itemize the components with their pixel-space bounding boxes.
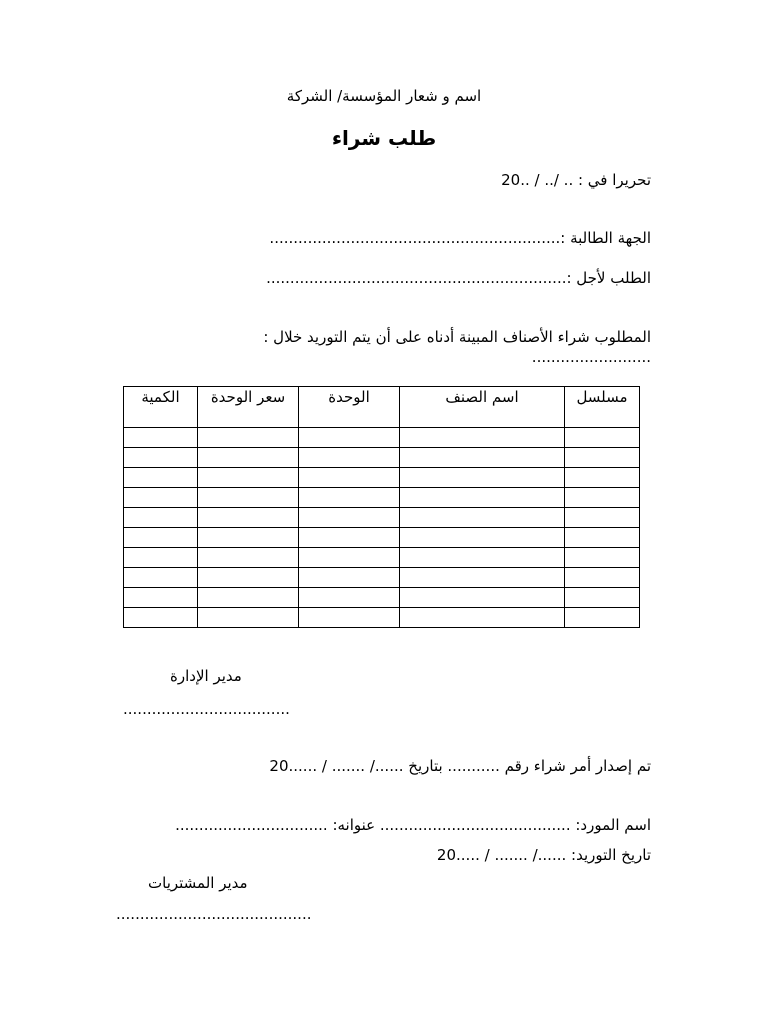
supplier-line[interactable]: اسم المورد: ........................................ عنوانه: ................................ — [175, 816, 651, 834]
purchase-order-line[interactable]: تم إصدار أمر شراء رقم ........... بتاريخ ....../ ....... / ......20 — [269, 757, 651, 775]
admin-manager-title: مدير الإدارة — [170, 667, 242, 685]
table-row — [124, 528, 640, 548]
table-cell[interactable] — [299, 448, 400, 468]
table-body — [124, 428, 640, 628]
table-cell[interactable] — [198, 468, 299, 488]
table-cell[interactable] — [299, 468, 400, 488]
table-cell[interactable] — [565, 488, 640, 508]
table-cell[interactable] — [198, 428, 299, 448]
table-row — [124, 488, 640, 508]
table-row — [124, 588, 640, 608]
table-cell[interactable] — [400, 508, 565, 528]
table-cell[interactable] — [198, 488, 299, 508]
table-row — [124, 568, 640, 588]
requesting-party-field[interactable]: الجهة الطالبة :............................................................. — [269, 229, 651, 247]
table-row — [124, 548, 640, 568]
table-cell[interactable] — [565, 588, 640, 608]
table-row — [124, 508, 640, 528]
table-cell[interactable] — [299, 608, 400, 628]
table-cell[interactable] — [565, 528, 640, 548]
column-header-quantity: الكمية — [124, 387, 198, 428]
admin-manager-signature-line[interactable]: ................................... — [123, 700, 290, 718]
table-cell[interactable] — [124, 548, 198, 568]
table-cell[interactable] — [124, 608, 198, 628]
table-cell[interactable] — [198, 608, 299, 628]
table-cell[interactable] — [400, 428, 565, 448]
table-cell[interactable] — [124, 488, 198, 508]
table-cell[interactable] — [198, 588, 299, 608]
table-cell[interactable] — [400, 548, 565, 568]
table-cell[interactable] — [565, 508, 640, 528]
table-cell[interactable] — [124, 528, 198, 548]
items-table — [123, 386, 640, 628]
table-cell[interactable] — [299, 588, 400, 608]
table-cell[interactable] — [400, 608, 565, 628]
page-title: طلب شراء — [331, 126, 437, 150]
table-cell[interactable] — [400, 448, 565, 468]
table-cell[interactable] — [565, 428, 640, 448]
table-header-row — [124, 387, 640, 428]
date-field[interactable]: تحريرا في : .. /.. / ..20 — [501, 171, 651, 189]
table-cell[interactable] — [299, 568, 400, 588]
column-header-serial: مسلسل — [565, 387, 640, 428]
table-cell[interactable] — [299, 508, 400, 528]
table-row — [124, 608, 640, 628]
column-header-unit-price: سعر الوحدة — [198, 387, 299, 428]
table-cell[interactable] — [299, 528, 400, 548]
request-description: المطلوب شراء الأصناف المبينة أدناه على أن يتم التوريد خلال : ......................... — [263, 328, 651, 366]
table-row — [124, 468, 640, 488]
table-cell[interactable] — [124, 428, 198, 448]
table-cell[interactable] — [400, 528, 565, 548]
table-cell[interactable] — [299, 488, 400, 508]
purchasing-manager-title: مدير المشتريات — [148, 874, 248, 892]
table-cell[interactable] — [400, 588, 565, 608]
delivery-date-line[interactable]: تاريخ التوريد: ....../ ....... / .....20 — [436, 846, 651, 864]
table-cell[interactable] — [400, 468, 565, 488]
table-cell[interactable] — [299, 428, 400, 448]
request-purpose-field[interactable]: الطلب لأجل :............................................................... — [266, 269, 651, 287]
table-cell[interactable] — [124, 508, 198, 528]
table-cell[interactable] — [565, 548, 640, 568]
table-cell[interactable] — [299, 548, 400, 568]
table-cell[interactable] — [400, 568, 565, 588]
table-cell[interactable] — [124, 448, 198, 468]
purchasing-manager-signature-line[interactable]: ......................................... — [116, 905, 312, 923]
table-cell[interactable] — [124, 468, 198, 488]
column-header-unit: الوحدة — [299, 387, 400, 428]
table-cell[interactable] — [400, 488, 565, 508]
table-cell[interactable] — [198, 508, 299, 528]
table-cell[interactable] — [198, 528, 299, 548]
table-cell[interactable] — [198, 568, 299, 588]
table-cell[interactable] — [565, 568, 640, 588]
table-cell[interactable] — [124, 588, 198, 608]
table-cell[interactable] — [565, 468, 640, 488]
table-cell[interactable] — [198, 548, 299, 568]
table-cell[interactable] — [565, 608, 640, 628]
table-cell[interactable] — [565, 448, 640, 468]
company-name-placeholder: اسم و شعار المؤسسة/ الشركة — [286, 87, 482, 105]
table-row — [124, 448, 640, 468]
table-cell[interactable] — [124, 568, 198, 588]
column-header-item-name: اسم الصنف — [400, 387, 565, 428]
table-row — [124, 428, 640, 448]
table-cell[interactable] — [198, 448, 299, 468]
